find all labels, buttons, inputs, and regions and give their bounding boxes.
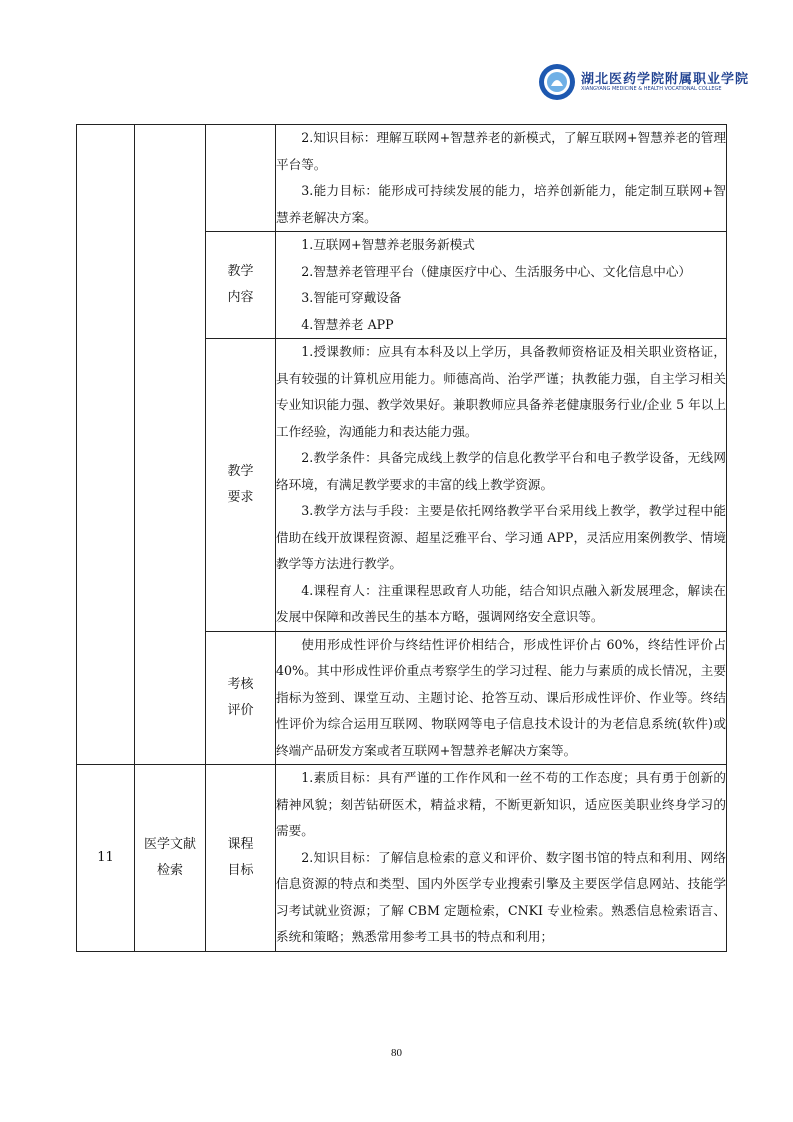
paragraph: 2.教学条件：具备完成线上教学的信息化教学平台和电子教学设备，无线网络环境，有满足教学要求的丰富的线上教学资源。: [276, 450, 726, 492]
course-name-cell: [135, 765, 206, 952]
college-logo: [537, 62, 750, 102]
paragraph: 1.素质目标：具有严谨的工作作风和一丝不苟的工作态度；具有勇于创新的精神风貌；刻苦钻研医术，精益求精，不断更新知识，适应医美职业终身学习的需要。: [276, 770, 726, 838]
paragraph: 2.知识目标：理解互联网+智慧养老的新模式，了解互联网+智慧养老的管理平台等。: [276, 130, 726, 172]
paragraph: 2.知识目标：了解信息检索的意义和评价、数字图书馆的特点和利用、网络信息资源的特点和类型、国内外医学专业搜索引擎及主要医学信息网站、技能学习考试就业资源；了解 CBM 定题检索，CNKI 专业检索。熟悉信息检索语言、系统和策略；熟悉常用参考工具书的特点和利用；: [276, 849, 726, 944]
table-row: [77, 125, 727, 232]
paragraph: 4.智慧养老 APP: [301, 316, 394, 332]
paragraph: 3.智能可穿戴设备: [301, 290, 402, 305]
goal-content-cell: [276, 125, 727, 232]
course-name: 医学文献: [143, 836, 196, 852]
label-cell: [206, 765, 276, 952]
college-emblem-icon: [537, 62, 577, 102]
course-table: [76, 124, 727, 952]
label-cell: [206, 232, 276, 339]
label-cell: [206, 125, 276, 232]
paragraph: 2.智慧养老管理平台（健康医疗中心、生活服务中心、文化信息中心）: [301, 263, 692, 279]
number-cell: [77, 125, 135, 765]
row-label: 教学: [227, 264, 254, 279]
goal-content-cell: [276, 765, 727, 952]
assessment-cell: [276, 631, 727, 765]
number-cell: 11: [77, 765, 135, 952]
paragraph: 3.教学方法与手段：主要是依托网络教学平台采用线上教学，教学过程中能借助在线开放课程资源、超星泛雅平台、学习通 APP，灵活应用案例教学、情境教学等方法进行教学。: [276, 503, 726, 571]
row-label: 评价: [227, 702, 254, 718]
row-label: 课程: [227, 836, 254, 852]
row-label: 目标: [227, 862, 254, 878]
label-cell: [206, 339, 276, 632]
course-name-cell: [135, 125, 206, 765]
logo-english-name: XIANGYANG MEDICINE & HEALTH VOCATIONAL COLLEGE: [581, 86, 722, 92]
logo-chinese-name: 湖北医药学院附属职业学院: [581, 72, 750, 87]
table-row: [77, 765, 727, 952]
paragraph: 4.课程育人：注重课程思政育人功能，结合知识点融入新发展理念，解读在发展中保障和改善民生的基本方略，强调网络安全意识等。: [276, 582, 726, 624]
paragraph: 3.能力目标：能形成可持续发展的能力，培养创新能力，能定制互联网+智慧养老解决方案。: [276, 183, 726, 225]
page-number: 80: [391, 1047, 402, 1059]
row-label: 要求: [227, 489, 254, 505]
row-label: 考核: [227, 676, 254, 692]
course-name: 检索: [156, 862, 183, 878]
paragraph: 1.互联网+智慧养老服务新模式: [301, 237, 475, 252]
teaching-content-cell: [276, 232, 727, 339]
paragraph: 1.授课教师：应具有本科及以上学历，具备教师资格证及相关职业资格证，具有较强的计算机应用能力。师德高尚、治学严谨；执教能力强，自主学习相关专业知识能力强、教学效果好。兼职教师应具备养老健康服务行业/企业 5 年以上工作经验，沟通能力和表达能力强。: [276, 344, 726, 439]
label-cell: [206, 631, 276, 765]
row-label: 教学: [227, 463, 254, 479]
row-label: 内容: [227, 290, 254, 305]
teaching-requirement-cell: [276, 339, 727, 632]
paragraph: 使用形成性评价与终结性评价相结合，形成性评价占 60%，终结性评价占 40%。其中形成性评价重点考察学生的学习过程、能力与素质的成长情况，主要指标为签到、课堂互动、主题讨论、抢答互动、课后形成性评价、作业等。终结性评价为综合运用互联网、物联网等电子信息技术设计的为老信息系统(软件)或终端产品研发方案或者互联网+智慧养老解决方案等。: [276, 636, 726, 758]
